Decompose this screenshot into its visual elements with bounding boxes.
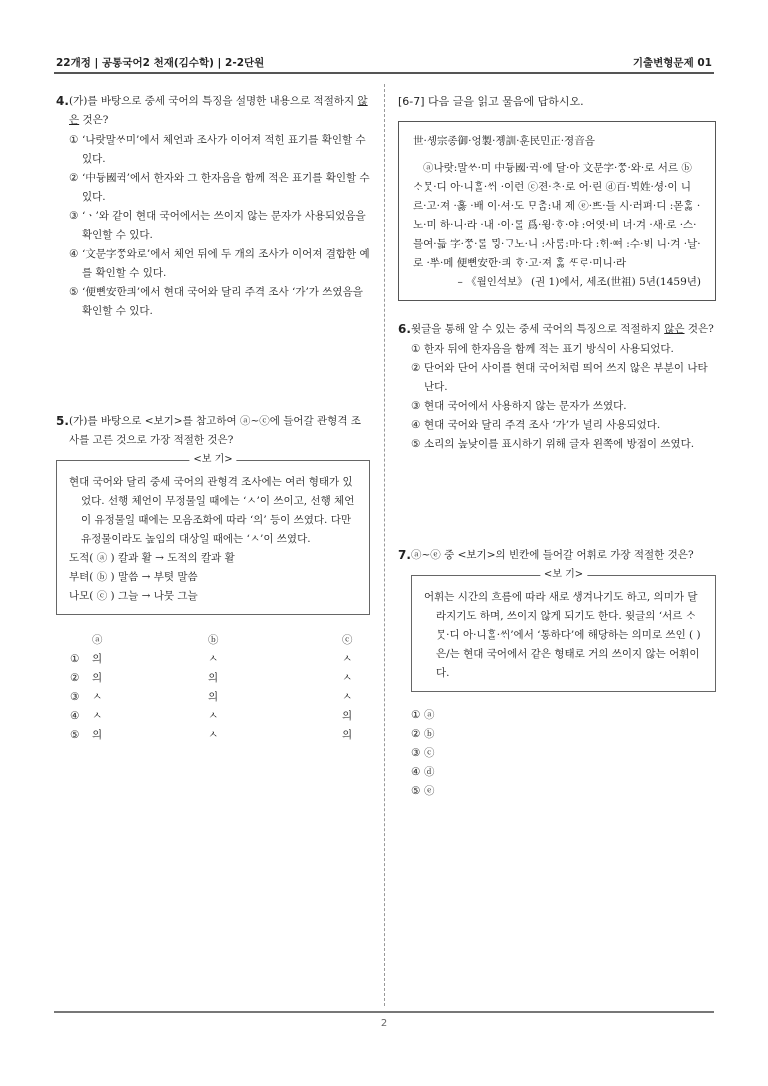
option-text: 소리의 높낮이를 표시하기 위해 글자 왼쪽에 방점이 쓰였다. <box>424 438 695 450</box>
option-mark: ⑤ <box>411 785 421 797</box>
exam-type: 기출변형문제 01 <box>632 57 712 69</box>
option[interactable] <box>69 207 370 245</box>
option-text: ‘便뼌安ᅙᅡᆫ킈’에서 현대 국어와 달리 주격 조사 ‘가’가 쓰였음을 확인할 수 있다. <box>82 286 363 317</box>
row-mark: ③ <box>70 691 80 703</box>
cell: ㅅ <box>208 710 219 722</box>
table-row[interactable] <box>56 726 370 745</box>
option[interactable] <box>69 283 370 321</box>
option-mark: ③ <box>69 210 79 222</box>
bogi-text: 현대 국어와 달리 중세 국어의 관형격 조사에는 여러 형태가 있었다. 선행 체언이 무정물일 때에는 ‘ㅅ’이 쓰이고, 선행 체언이 유정물일 때에는 모음조화에 따라 ‘의’ 등이 쓰였다. 다만 유정물이라도 높임의 대상일 때에는 ‘ㅅ’이 쓰였다. <box>69 476 355 545</box>
option-mark: ③ <box>411 747 421 759</box>
option[interactable] <box>69 169 370 207</box>
bogi-example: 나모( ⓒ ) 그늘 → 나뭇 그늘 <box>69 590 198 602</box>
option[interactable] <box>411 763 716 782</box>
question-4 <box>56 92 370 321</box>
option-mark: ⑤ <box>69 286 79 298</box>
header-rule <box>54 72 714 74</box>
option-mark: ④ <box>69 248 79 260</box>
option-text: ‘ㆍ’와 같이 현대 국어에서는 쓰이지 않는 문자가 사용되었음을 확인할 수 있다. <box>82 210 366 241</box>
question-6-options <box>398 340 716 454</box>
cell: 의 <box>92 729 103 741</box>
option[interactable] <box>411 744 716 763</box>
header-cell: ⓒ <box>342 634 353 646</box>
course-info: 22개정 | 공통국어2 천재(김수학) | 2-2단원 <box>56 57 265 69</box>
question-7-number: 7. <box>398 548 411 562</box>
question-6-underline: 않은 <box>664 323 685 335</box>
option-mark: ② <box>411 362 421 374</box>
cell: ㅅ <box>342 653 353 665</box>
option-mark: ① <box>411 709 421 721</box>
question-4-options <box>56 131 370 321</box>
option-text: ‘中듀ᇰ國귁’에서 한자와 그 한자음을 함께 적은 표기를 확인할 수 있다. <box>82 172 370 203</box>
option-mark: ① <box>411 343 421 355</box>
header-cell: ⓐ <box>92 634 103 646</box>
question-6-stem-text: 윗글을 통해 알 수 있는 중세 국어의 특징으로 적절하지 <box>411 323 661 335</box>
option[interactable] <box>411 359 716 397</box>
option-mark: ③ <box>411 400 421 412</box>
cell: 의 <box>208 672 219 684</box>
answer-table <box>56 631 370 745</box>
option[interactable] <box>411 340 716 359</box>
header-cell: ⓑ <box>208 634 219 646</box>
cell: ㅅ <box>92 710 103 722</box>
option-text: ‘文문字ᄍᆞᆼ와로’에서 체언 뒤에 두 개의 조사가 이어져 결합한 예를 확인할 수 있다. <box>82 248 370 279</box>
table-row[interactable] <box>56 650 370 669</box>
passage-title: 世·솅宗종御·엉製·졩訓·훈民민正·졍音음 <box>413 135 595 147</box>
question-7-stem <box>398 546 716 565</box>
question-4-stem-end: 것은? <box>82 114 109 126</box>
option-text: ⓓ <box>424 766 435 778</box>
row-mark: ② <box>70 672 80 684</box>
table-row[interactable] <box>56 688 370 707</box>
option-mark: ② <box>411 728 421 740</box>
option-mark: ④ <box>411 419 421 431</box>
table-row[interactable] <box>56 669 370 688</box>
option-text: 한자 뒤에 한자음을 함께 적는 표기 방식이 사용되었다. <box>424 343 674 355</box>
option-text: ⓔ <box>424 785 435 797</box>
cell: ㅅ <box>208 729 219 741</box>
bogi-example: 부텨( ⓑ ) 말씀 → 부텻 말씀 <box>69 571 198 583</box>
cell: ㅅ <box>342 672 353 684</box>
question-5-stem-text: (가)를 바탕으로 <보기>를 참고하여 ⓐ~ⓒ에 들어갈 관형격 조사를 고른 것으로 가장 적절한 것은? <box>69 415 361 446</box>
option[interactable] <box>411 435 716 454</box>
cell: 의 <box>92 653 103 665</box>
set-title: [6-7] 다음 글을 읽고 물음에 답하시오. <box>398 95 584 108</box>
table-row[interactable] <box>56 707 370 726</box>
row-mark: ⑤ <box>70 729 80 741</box>
bogi-text: 어휘는 시간의 흐름에 따라 새로 생겨나기도 하고, 의미가 달라지기도 하며, 쓰이지 않게 되기도 한다. 윗글의 ‘서르 ᄉᆞᄆᆞᆺ·디 아·니ᄒᆞᆯ·ᄊᆡ’에서 ‘통하다’에 해당하는 의미로 쓰인 ( )은/는 현대 국어에서 같은 형태로 거의 쓰이지 않는 어휘이다. <box>424 591 701 679</box>
column-divider <box>384 84 385 1006</box>
bogi-box <box>56 454 370 615</box>
question-6-stem <box>398 320 716 339</box>
question-4-underline: 않은 <box>69 95 368 126</box>
option[interactable] <box>69 131 370 169</box>
option[interactable] <box>411 416 716 435</box>
question-7-stem-text: ⓐ~ⓔ 중 <보기>의 빈칸에 들어갈 어휘로 가장 적절한 것은? <box>411 549 694 561</box>
option-text: ⓐ <box>424 709 435 721</box>
cell: ㅅ <box>342 691 353 703</box>
question-5 <box>56 412 370 745</box>
option-text: ⓒ <box>424 747 435 759</box>
passage-source: – 《월인석보》 (권 1)에서, 세조(世祖) 5년(1459년) <box>457 276 701 288</box>
option-text: ‘나랏말ᄊᆞ미’에서 체언과 조사가 이어져 적힌 표기를 확인할 수 있다. <box>82 134 366 165</box>
question-5-number: 5. <box>56 414 69 428</box>
bogi-example: 도적( ⓐ ) 칼과 활 → 도적의 칼과 활 <box>69 552 235 564</box>
option[interactable] <box>69 245 370 283</box>
question-7 <box>398 546 716 801</box>
option[interactable] <box>411 706 716 725</box>
cell: 의 <box>208 691 219 703</box>
passage-box <box>398 121 716 301</box>
option-text: 현대 국어와 달리 주격 조사 ‘가’가 널리 사용되었다. <box>424 419 661 431</box>
option-text: ⓑ <box>424 728 435 740</box>
option-mark: ② <box>69 172 79 184</box>
question-4-number: 4. <box>56 94 69 108</box>
option-text: 단어와 단어 사이를 현대 국어처럼 띄어 쓰지 않은 부분이 나타난다. <box>424 362 708 393</box>
option-mark: ① <box>69 134 79 146</box>
bogi-title: <보 기> <box>540 567 587 583</box>
page-number: 2 <box>380 1018 388 1029</box>
question-6-stem-end: 것은? <box>687 323 714 335</box>
bogi-title: <보 기> <box>189 452 236 468</box>
set-6-7 <box>398 92 716 301</box>
cell: 의 <box>342 710 353 722</box>
question-4-stem <box>56 92 370 130</box>
option-mark: ⑤ <box>411 438 421 450</box>
cell: 의 <box>92 672 103 684</box>
option[interactable] <box>411 782 716 801</box>
cell: ㅅ <box>92 691 103 703</box>
question-7-options <box>398 706 716 801</box>
row-mark: ① <box>70 653 80 665</box>
question-5-stem <box>56 412 370 450</box>
cell: ㅅ <box>208 653 219 665</box>
question-6 <box>398 320 716 454</box>
question-6-number: 6. <box>398 322 411 336</box>
option-text: 현대 국어에서 사용하지 않는 문자가 쓰였다. <box>424 400 627 412</box>
table-header <box>56 631 370 650</box>
row-mark: ④ <box>70 710 80 722</box>
cell: 의 <box>342 729 353 741</box>
passage-body: ⓐ나랏:말ᄊᆞ·미 中듀ᇰ國·귁·에 달·아 文문字·ᄍᆞᆼ·와·로 서르 ⓑ ᄉᆞᄆᆞᆺ·디 아·니ᄒᆞᆯ·ᄊᆡ ·이런 ⓒ젼·ᄎᆞ·로 어·린 ⓓ百·ᄇᆡᆨ姓·셩·이 니르·고·져 ·홇 ·배 이·셔·도 ᄆᆞᄎᆞᆷ:내 제 ⓔ·ᄠᅳ·들 시·러펴·디 :몯ᄒᆞᇙ ·노·미 하·니·라 ·내 ·이·ᄅᆞᆯ 爲·윙·ᄒᆞ·야 :어엿·비 너·겨 ·새·로 ·스·믈여·듧 字·ᄍᆞᆼ·ᄅᆞᆯ ᄆᆡᇰ·ᄀᆞ노·니 :사ᄅᆞᆷ:마·다 :ᄒᆡ·ᅇᅧ :수·ᄫᅵ 니·겨 ·날·로 ·ᄡᅮ·메 便뼌安ᅙᅡᆫ·킈 ᄒᆞ·고·져 ᄒᆞᇙ ᄯᆞᄅᆞ·미니·라 <box>413 162 701 269</box>
bogi-box <box>411 569 716 692</box>
option[interactable] <box>411 397 716 416</box>
question-4-stem-text: (가)를 바탕으로 중세 국어의 특징을 설명한 내용으로 적절하지 <box>69 95 355 107</box>
page-header <box>54 52 714 72</box>
footer-rule <box>54 1011 714 1013</box>
option[interactable] <box>411 725 716 744</box>
option-mark: ④ <box>411 766 421 778</box>
